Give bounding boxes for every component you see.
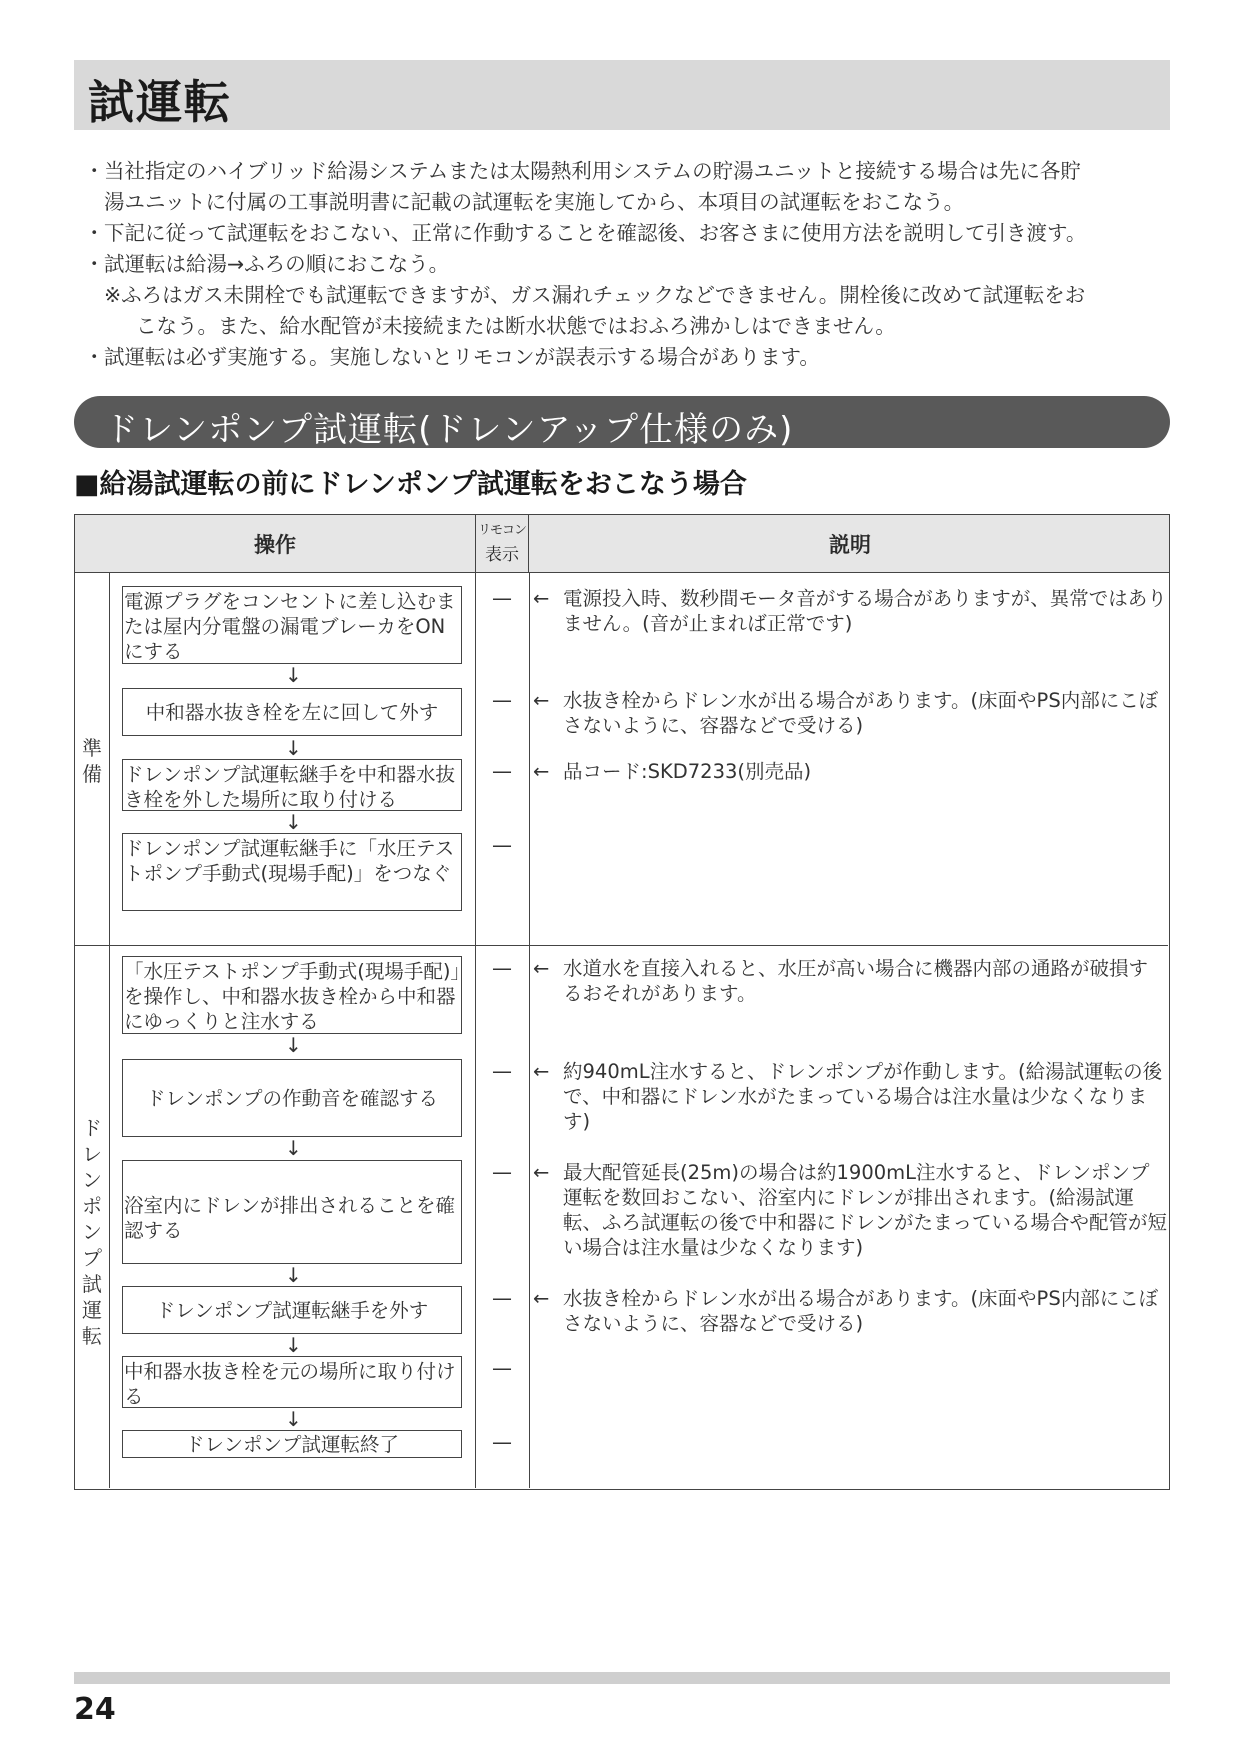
explanation xyxy=(533,688,1167,738)
down-arrow: ↓ xyxy=(285,1407,302,1431)
divider xyxy=(75,945,1168,946)
page-title-bar xyxy=(74,60,1170,130)
note-item xyxy=(80,342,1170,373)
remocon-display: — xyxy=(492,1160,512,1184)
notes-list xyxy=(80,156,1170,373)
explanation-text: 水道水を直接入れると、水圧が高い場合に機器内部の通路が破損するおそれがあります。 xyxy=(563,957,1149,1005)
group-label-preparation xyxy=(75,735,109,787)
note-line: こなう。また、給水配管が未接続または断水状態ではおふろ沸かしはできません。 xyxy=(136,314,896,338)
remocon-display: — xyxy=(492,956,512,980)
section-heading xyxy=(74,396,1170,448)
header-operation: 操作 xyxy=(254,532,296,557)
note-bullet: ・ xyxy=(84,221,105,245)
step-box: ドレンポンプの作動音を確認する xyxy=(122,1059,462,1137)
down-arrow: ↓ xyxy=(285,810,302,834)
note-bullet: ・ xyxy=(84,345,105,369)
remocon-display: — xyxy=(492,1286,512,1310)
divider xyxy=(529,572,530,1488)
left-arrow: ← xyxy=(533,1060,550,1083)
remocon-display: — xyxy=(492,1356,512,1380)
explanation xyxy=(533,586,1167,636)
left-arrow: ← xyxy=(533,957,550,980)
explanation-text: 電源投入時、数秒間モータ音がする場合がありますが、異常ではありません。(音が止まれば正常です) xyxy=(563,587,1167,635)
step-box: ドレンポンプ試運転継手を外す xyxy=(122,1286,462,1334)
left-arrow: ← xyxy=(533,1161,550,1184)
header-remocon-bottom: 表示 xyxy=(485,545,519,565)
note-sub-item xyxy=(80,280,1170,342)
divider xyxy=(475,572,476,1488)
explanation-text: 品コード:SKD7233(別売品) xyxy=(563,760,812,783)
left-arrow: ← xyxy=(533,587,550,610)
subheading: ■給湯試運転の前にドレンポンプ試運転をおこなう場合 xyxy=(74,469,747,500)
note-line: 湯ユニットに付属の工事説明書に記載の試運転を実施してから、本項目の試運転をおこなう。 xyxy=(104,190,965,214)
step-box: 電源プラグをコンセントに差し込むまたは屋内分電盤の漏電ブレーカをONにする xyxy=(122,586,462,664)
header-explanation: 説明 xyxy=(829,532,871,557)
procedure-table xyxy=(74,514,1170,1490)
note-line: 試運転は給湯→ふろの順におこなう。 xyxy=(104,252,450,276)
explanation xyxy=(533,956,1167,1006)
note-line: 下記に従って試運転をおこない、正常に作動することを確認後、お客さまに使用方法を説明して引き渡す。 xyxy=(104,221,1087,245)
step-box: 「水圧テストポンプ手動式(現場手配)」を操作し、中和器水抜き栓から中和器にゆっくりと注水する xyxy=(122,956,462,1034)
left-arrow: ← xyxy=(533,1287,550,1310)
explanation xyxy=(533,759,1167,784)
down-arrow: ↓ xyxy=(285,663,302,687)
header-remocon xyxy=(475,515,529,572)
explanation xyxy=(533,1059,1167,1134)
remocon-display: — xyxy=(492,1430,512,1454)
note-item xyxy=(80,218,1170,249)
step-box: ドレンポンプ試運転継手に「水圧テストポンプ手動式(現場手配)」をつなぐ xyxy=(122,833,462,911)
down-arrow: ↓ xyxy=(285,1033,302,1057)
remocon-display: — xyxy=(492,586,512,610)
left-arrow: ← xyxy=(533,689,550,712)
note-bullet: ・ xyxy=(84,252,105,276)
note-item xyxy=(80,156,1170,218)
explanation-text: 水抜き栓からドレン水が出る場合があります。(床面やPS内部にこぼさないように、容器などで受ける) xyxy=(563,1287,1159,1335)
table-header xyxy=(75,515,1169,573)
down-arrow: ↓ xyxy=(285,1263,302,1287)
step-box: ドレンポンプ試運転継手を中和器水抜き栓を外した場所に取り付ける xyxy=(122,759,462,811)
header-remocon-top: リモコン xyxy=(477,523,526,538)
group-label-char: 準備 xyxy=(82,736,102,786)
step-box: ドレンポンプ試運転終了 xyxy=(122,1430,462,1458)
footer-bar xyxy=(74,1672,1170,1684)
down-arrow: ↓ xyxy=(285,736,302,760)
group-label-char: ドレンポンプ試運転 xyxy=(82,1116,102,1348)
step-box: 中和器水抜き栓を元の場所に取り付ける xyxy=(122,1356,462,1408)
remocon-display: — xyxy=(492,759,512,783)
note-line: ※ふろはガス未開栓でも試運転できますが、ガス漏れチェックなどできません。開栓後に改めて試運転をお xyxy=(104,283,1086,307)
explanation-text: 最大配管延長(25m)の場合は約1900mL注水すると、ドレンポンプ運転を数回おこない、浴室内にドレンが排出されます。(給湯試運転、ふろ試運転の後で中和器にドレンがたまっている場合や配管が短い場合は注水量は少なくなります) xyxy=(563,1161,1168,1259)
remocon-display: — xyxy=(492,1059,512,1083)
explanation-text: 約940mL注水すると、ドレンポンプが作動します。(給湯試運転の後で、中和器にドレン水がたまっている場合は注水量は少なくなります) xyxy=(563,1060,1163,1133)
explanation-text: 水抜き栓からドレン水が出る場合があります。(床面やPS内部にこぼさないように、容器などで受ける) xyxy=(563,689,1159,737)
down-arrow: ↓ xyxy=(285,1136,302,1160)
remocon-display: — xyxy=(492,833,512,857)
explanation xyxy=(533,1286,1167,1336)
divider xyxy=(109,572,110,1488)
down-arrow: ↓ xyxy=(285,1333,302,1357)
explanation xyxy=(533,1160,1167,1260)
group-label-drain-pump-test xyxy=(75,1115,109,1349)
note-line: 試運転は必ず実施する。実施しないとリモコンが誤表示する場合があります。 xyxy=(104,345,820,369)
remocon-display: — xyxy=(492,688,512,712)
step-box: 中和器水抜き栓を左に回して外す xyxy=(122,688,462,736)
note-bullet: ・ xyxy=(84,159,105,183)
page-title: 試運転 xyxy=(88,75,232,129)
step-box: 浴室内にドレンが排出されることを確認する xyxy=(122,1160,462,1264)
section-title: ドレンポンプ試運転(ドレンアップ仕様のみ) xyxy=(104,410,794,450)
note-item xyxy=(80,249,1170,280)
left-arrow: ← xyxy=(533,760,550,783)
note-line: 当社指定のハイブリッド給湯システムまたは太陽熱利用システムの貯湯ユニットと接続する場合は先に各貯 xyxy=(104,159,1081,183)
page-number: 24 xyxy=(74,1692,116,1727)
